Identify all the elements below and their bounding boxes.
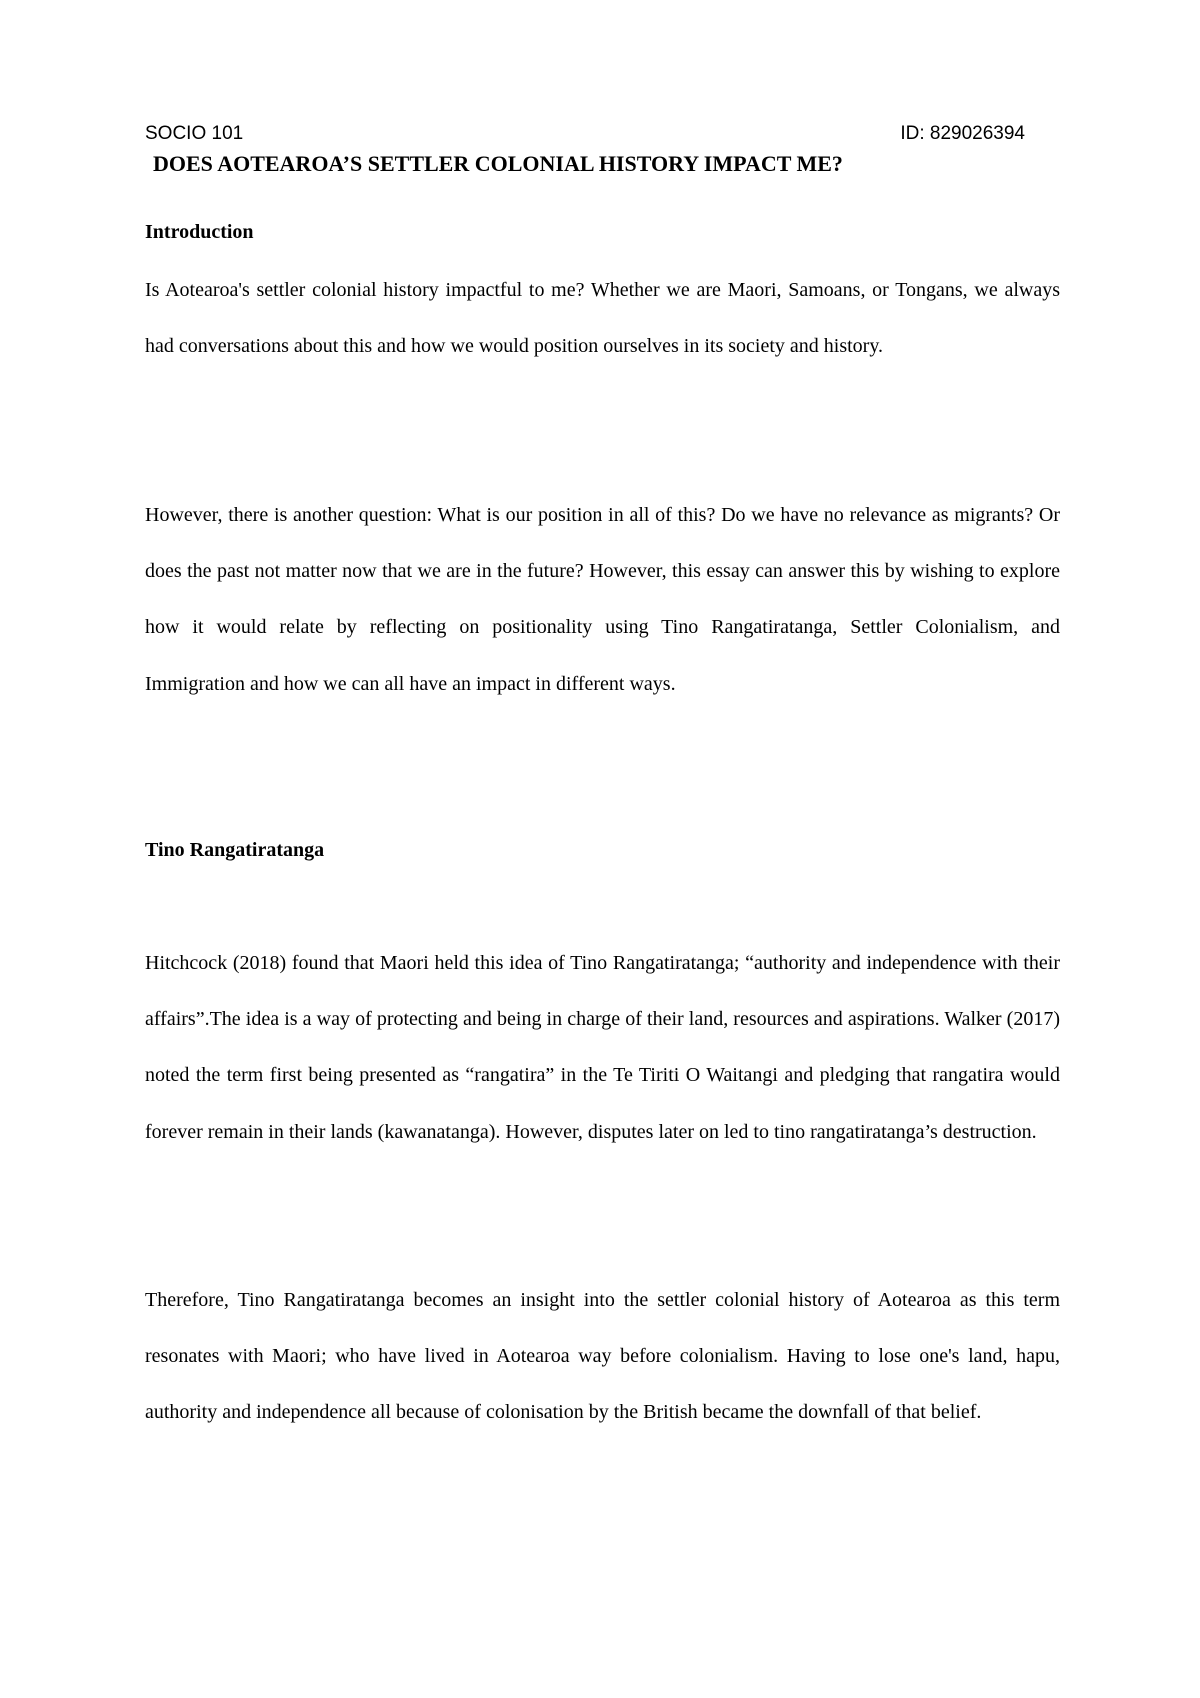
course-code: SOCIO 101 [145, 123, 244, 144]
paragraph-intro-1: Is Aotearoa's settler colonial history impactful to me? Whether we are Maori, Samoans, or Tongans, we always had conversations about this and how we would position ourselves in its society and history. [145, 279, 1060, 358]
essay-title: DOES AOTEAROA’S SETTLER COLONIAL HISTORY IMPACT ME? [153, 151, 843, 176]
paragraph-tino-1: Hitchcock (2018) found that Maori held this idea of Tino Rangatiratanga; “authority and independence with their affairs”.The idea is a way of protecting and being in charge of their land, resources and aspirations. Walker (2017) noted the term first being presented as “rangatira” in the Te Tiriti O Waitangi and pledging that rangatira would forever remain in their lands (kawanatanga). However, disputes later on led to tino rangatiratanga’s destruction. [145, 952, 1060, 1143]
section-heading-introduction: Introduction [145, 221, 254, 243]
document-header [145, 121, 1025, 147]
paragraph-intro-2: However, there is another question: What is our position in all of this? Do we have no relevance as migrants? Or does the past not matter now that we are in the future? However, this essay can answer this by wishing to explore how it would relate by reflecting on positionality using Tino Rangatiratanga, Settler Colonialism, and Immigration and how we can all have an impact in different ways. [145, 504, 1060, 695]
paragraph-tino-2: Therefore, Tino Rangatiratanga becomes an insight into the settler colonial history of Aotearoa as this term resonates with Maori; who have lived in Aotearoa way before colonialism. Having to lose one's land, hapu, authority and independence all because of colonisation by the British became the downfall of that belief. [145, 1289, 1060, 1424]
section-heading-tino-rangatiratanga: Tino Rangatiratanga [145, 839, 325, 861]
student-id: ID: 829026394 [900, 123, 1025, 144]
